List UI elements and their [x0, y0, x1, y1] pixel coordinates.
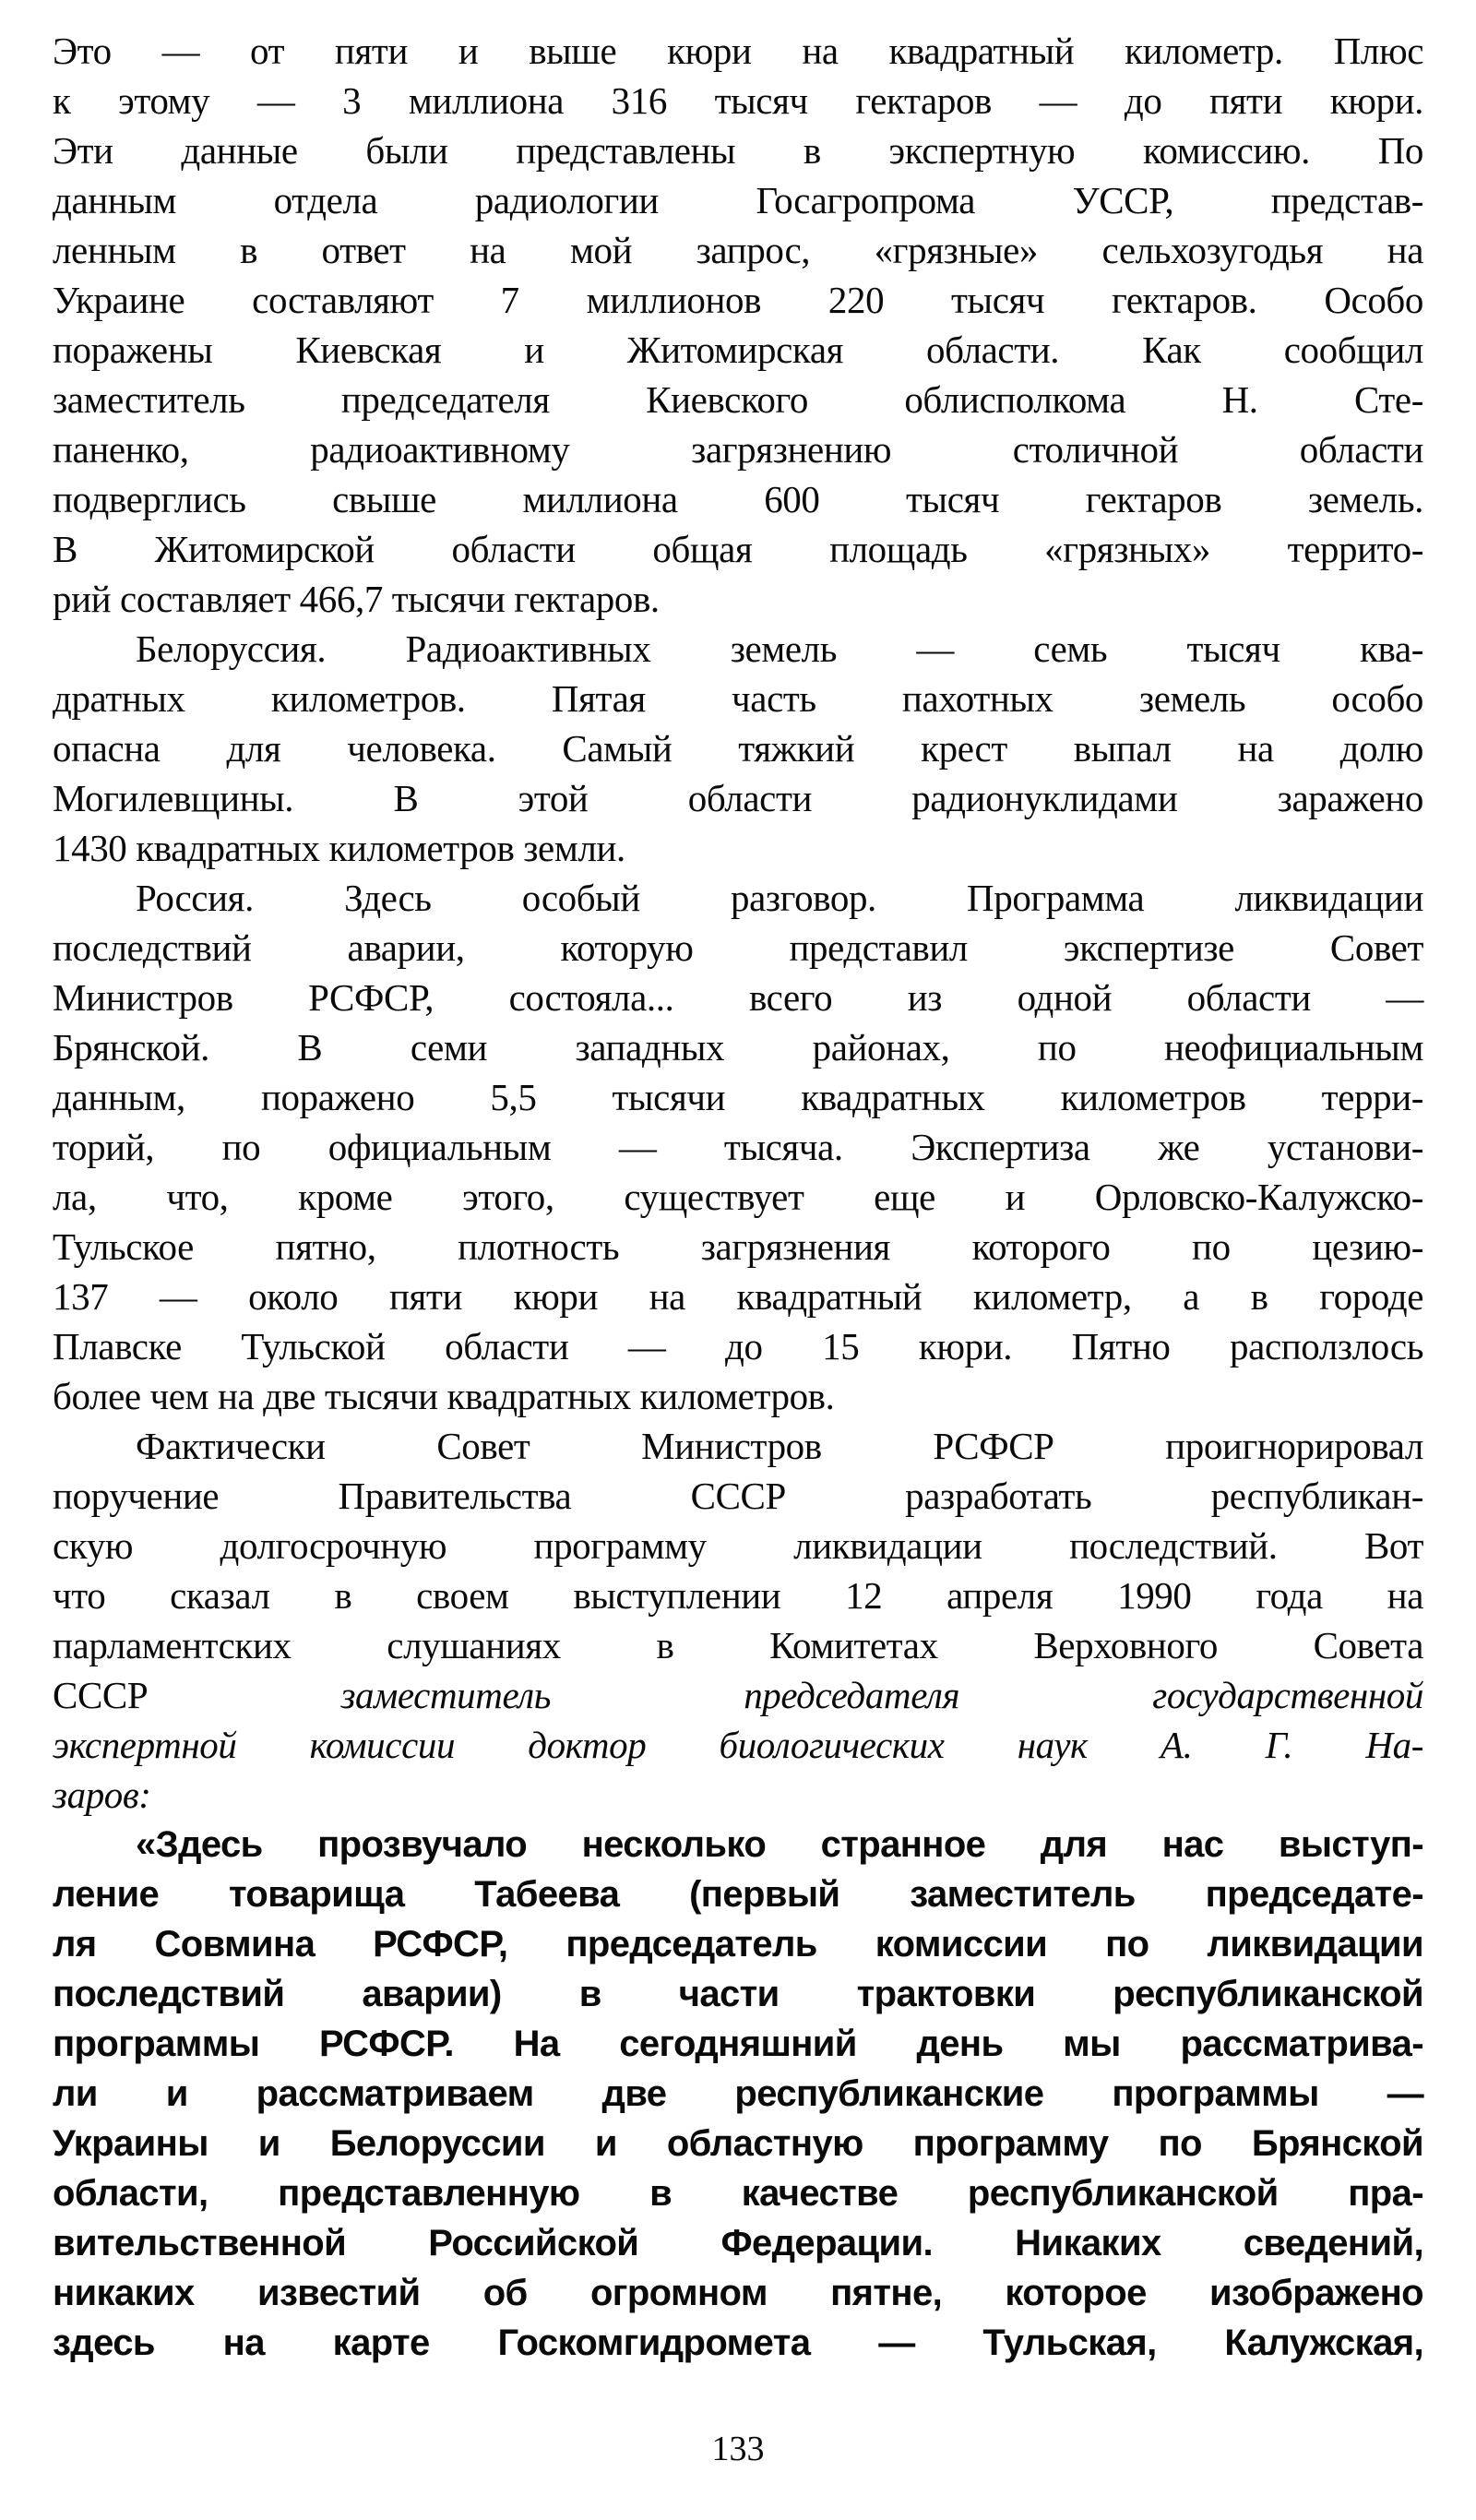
- text-line: [53, 1371, 1423, 1421]
- text-line: [53, 225, 1423, 275]
- text-line: [53, 1770, 1423, 1820]
- text-segment: данным отдела радиологии Госагропрома УССР, представ-: [53, 179, 1423, 221]
- text-segment: Белоруссия. Радиоактивных земель — семь тысяч ква-: [136, 627, 1423, 670]
- text-segment: к этому — 3 миллиона 316 тысяч гектаров — до пяти кюри.: [53, 79, 1423, 122]
- text-segment: данным, поражено 5,5 тысячи квадратных километров терри-: [53, 1076, 1423, 1118]
- text-segment: Украины и Белоруссии и областную программу по Брянской: [53, 2123, 1423, 2164]
- text-segment: что сказал в своем выступлении 12 апреля 1990 года на: [53, 1574, 1423, 1617]
- text-segment: заместитель председателя Киевского облисполкома Н. Сте-: [53, 378, 1423, 421]
- text-segment: Министров РСФСР, состояла... всего из одной области —: [53, 976, 1423, 1019]
- text-line: [53, 1720, 1423, 1770]
- text-segment: Это — от пяти и выше кюри на квадратный километр. Плюс: [53, 30, 1423, 72]
- text-segment: Плавске Тульской области — до 15 кюри. Пятно расползлось: [53, 1325, 1423, 1367]
- text-segment: парламентских слушаниях в Комитетах Верховного Совета: [53, 1624, 1423, 1666]
- text-line: [53, 574, 1423, 624]
- text-line: [53, 275, 1423, 325]
- text-segment: более чем на две тысячи квадратных километров.: [53, 1375, 835, 1417]
- text-segment: дратных километров. Пятая часть пахотных земель особо: [53, 677, 1423, 720]
- text-line: [53, 2119, 1423, 2168]
- text-line: [53, 1222, 1423, 1272]
- page-number: 133: [711, 2430, 765, 2468]
- text-line: [53, 424, 1423, 474]
- text-line: [53, 1272, 1423, 1321]
- text-line: [53, 1321, 1423, 1371]
- text-line: [53, 723, 1423, 773]
- text-line: [53, 2019, 1423, 2069]
- text-segment: Фактически Совет Министров РСФСР проигнорировал: [136, 1425, 1423, 1467]
- text-line: [53, 474, 1423, 524]
- text-line: [53, 923, 1423, 973]
- page-footer: [53, 2429, 1423, 2469]
- text-segment: В Житомирской области общая площадь «грязных» террито-: [53, 528, 1423, 570]
- text-line: [53, 2168, 1423, 2218]
- text-line: [53, 1869, 1423, 1919]
- text-line: [53, 773, 1423, 823]
- text-segment: подверглись свыше миллиона 600 тысяч гектаров земель.: [53, 478, 1423, 520]
- text-segment: поручение Правительства СССР разработать республикан-: [53, 1475, 1423, 1517]
- text-line: [53, 325, 1423, 375]
- text-segment: никаких известий об огромном пятне, которое изображено: [53, 2273, 1423, 2313]
- text-segment: Украине составляют 7 миллионов 220 тысяч гектаров. Особо: [53, 279, 1423, 321]
- text-line: [53, 674, 1423, 723]
- italic-text-segment: экспертной комиссии доктор биологических наук А. Г. На-: [53, 1724, 1423, 1766]
- text-line: [53, 375, 1423, 424]
- text-line: [53, 2268, 1423, 2318]
- text-segment: ление товарища Табеева (первый заместитель председате-: [53, 1874, 1423, 1915]
- text-segment: последствий аварии) в части трактовки республиканской: [53, 1974, 1423, 2014]
- text-segment: Брянской. В семи западных районах, по неофициальным: [53, 1026, 1423, 1069]
- text-line: [53, 2318, 1423, 2368]
- text-segment: Могилевщины. В этой области радионуклидами заражено: [53, 777, 1423, 819]
- text-line: [53, 1421, 1423, 1471]
- text-line: [53, 1521, 1423, 1571]
- text-segment: паненко, радиоактивному загрязнению столичной области: [53, 428, 1423, 471]
- text-segment: «Здесь прозвучало несколько странное для нас выступ-: [136, 1824, 1423, 1865]
- text-segment: ленным в ответ на мой запрос, «грязные» сельхозугодья на: [53, 229, 1423, 271]
- text-line: [53, 873, 1423, 923]
- text-segment: СССР: [53, 1674, 149, 1716]
- paragraph-2: [53, 624, 1423, 873]
- text-line: [53, 1969, 1423, 2019]
- page-text-block: [53, 26, 1423, 2368]
- text-segment: здесь на карте Госкомгидромета — Тульская, Калужская,: [53, 2323, 1423, 2363]
- text-line: [53, 1919, 1423, 1969]
- text-line: [53, 624, 1423, 674]
- text-segment: опасна для человека. Самый тяжкий крест выпал на долю: [53, 727, 1423, 770]
- text-line: [53, 1670, 1423, 1720]
- text-line: [53, 125, 1423, 175]
- paragraph-4: [53, 1421, 1423, 1820]
- text-line: [53, 76, 1423, 125]
- text-line: [53, 2069, 1423, 2119]
- text-line: [53, 973, 1423, 1022]
- text-line: [53, 1620, 1423, 1670]
- text-segment: вительственной Российской Федерации. Никаких сведений,: [53, 2223, 1423, 2263]
- italic-text-segment: заров:: [53, 1774, 151, 1816]
- text-segment: скую долгосрочную программу ликвидации последствий. Вот: [53, 1524, 1423, 1567]
- text-line: [53, 1172, 1423, 1222]
- italic-text-segment: заместитель председателя государственной: [340, 1674, 1424, 1716]
- text-segment: рий составляет 466,7 тысячи гектаров.: [53, 578, 660, 620]
- text-line: [53, 1471, 1423, 1521]
- text-segment: 137 — около пяти кюри на квадратный километр, а в городе: [53, 1275, 1423, 1318]
- text-segment: ла, что, кроме этого, существует еще и Орловско-Калужско-: [53, 1176, 1423, 1218]
- text-segment: Тульское пятно, плотность загрязнения которого по цезию-: [53, 1225, 1423, 1268]
- text-line: [53, 26, 1423, 76]
- text-line: [53, 1122, 1423, 1172]
- text-line: [53, 1571, 1423, 1620]
- text-segment: области, представленную в качестве республиканской пра-: [53, 2173, 1423, 2214]
- text-line: [53, 524, 1423, 574]
- text-line: [53, 2218, 1423, 2268]
- text-line: [53, 823, 1423, 873]
- text-line: [53, 1072, 1423, 1122]
- text-segment: торий, по официальным — тысяча. Экспертиза же установи-: [53, 1126, 1423, 1168]
- text-line: [53, 175, 1423, 225]
- text-segment: Россия. Здесь особый разговор. Программа ликвидации: [136, 877, 1423, 919]
- paragraph-1: [53, 26, 1423, 624]
- text-segment: поражены Киевская и Житомирская области. Как сообщил: [53, 328, 1423, 371]
- paragraph-5: [53, 1820, 1423, 2368]
- text-segment: Эти данные были представлены в экспертную комиссию. По: [53, 129, 1423, 172]
- text-segment: последствий аварии, которую представил экспертизе Совет: [53, 926, 1423, 969]
- text-segment: программы РСФСР. На сегодняшний день мы рассматрива-: [53, 2024, 1423, 2064]
- text-line: [53, 1022, 1423, 1072]
- text-segment: 1430 квадратных километров земли.: [53, 827, 625, 869]
- text-line: [53, 1820, 1423, 1869]
- text-segment: ли и рассматриваем две республиканские программы —: [53, 2073, 1423, 2114]
- text-segment: ля Совмина РСФСР, председатель комиссии по ликвидации: [53, 1924, 1423, 1965]
- paragraph-3: [53, 873, 1423, 1421]
